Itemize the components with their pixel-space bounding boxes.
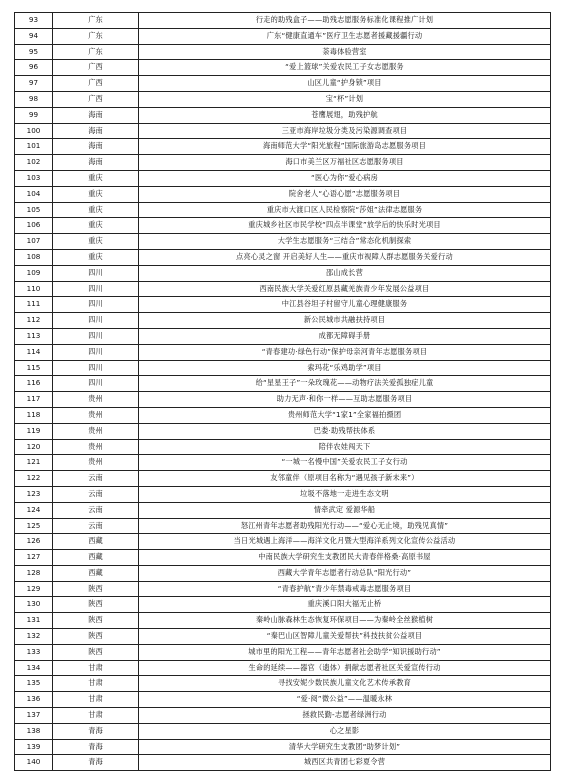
row-number: 112: [15, 313, 53, 329]
row-number: 126: [15, 534, 53, 550]
table-row: [15, 455, 551, 471]
table-row: [15, 360, 551, 376]
row-number: 122: [15, 471, 53, 487]
row-number: 117: [15, 392, 53, 408]
project-name-cell: “秦巴山区智障儿童关爱帮扶”科技扶贫公益项目: [139, 629, 551, 645]
project-name-cell: 苍鹰展翅，助残护航: [139, 107, 551, 123]
table-row: [15, 534, 551, 550]
province-cell: 青海: [53, 739, 139, 755]
province-cell: 贵州: [53, 439, 139, 455]
table-row: [15, 344, 551, 360]
table-row: [15, 28, 551, 44]
table-row: [15, 755, 551, 771]
row-number: 138: [15, 723, 53, 739]
project-name-cell: “爱·阅”微公益”——温暖永林: [139, 692, 551, 708]
province-cell: 贵州: [53, 392, 139, 408]
project-name-cell: 大学生志愿服务“三结合”常态化机制探索: [139, 234, 551, 250]
row-number: 107: [15, 234, 53, 250]
province-cell: 云南: [53, 486, 139, 502]
province-cell: 西藏: [53, 565, 139, 581]
row-number: 121: [15, 455, 53, 471]
table-row: [15, 44, 551, 60]
row-number: 95: [15, 44, 53, 60]
project-name-cell: 当日光城遇上海洋——海洋文化月暨大型海洋系列文化宣传公益活动: [139, 534, 551, 550]
province-cell: 海南: [53, 107, 139, 123]
table-row: [15, 328, 551, 344]
project-name-cell: 秦岭山脉森林生态恢复环保项目——为秦岭全丝猴植树: [139, 613, 551, 629]
table-row: [15, 186, 551, 202]
row-number: 134: [15, 660, 53, 676]
table-row: [15, 471, 551, 487]
row-number: 109: [15, 265, 53, 281]
row-number: 108: [15, 249, 53, 265]
province-cell: 广西: [53, 60, 139, 76]
project-name-cell: 西藏大学青年志愿者行动总队“阳光行动”: [139, 565, 551, 581]
table-row: [15, 313, 551, 329]
project-name-cell: 成都无障碍手册: [139, 328, 551, 344]
table-row: [15, 155, 551, 171]
province-cell: 广东: [53, 28, 139, 44]
table-row: [15, 502, 551, 518]
province-cell: 重庆: [53, 170, 139, 186]
province-cell: 广东: [53, 44, 139, 60]
row-number: 100: [15, 123, 53, 139]
province-cell: 重庆: [53, 218, 139, 234]
row-number: 129: [15, 581, 53, 597]
project-name-cell: 生命的延续——器官（遗体）捐献志愿者社区关爱宣传行动: [139, 660, 551, 676]
province-cell: 西藏: [53, 550, 139, 566]
project-name-cell: 三亚市海岸垃圾分类及污染源调查项目: [139, 123, 551, 139]
table-row: [15, 597, 551, 613]
province-cell: 陕西: [53, 644, 139, 660]
row-number: 123: [15, 486, 53, 502]
row-number: 93: [15, 13, 53, 29]
project-list-page: [14, 12, 550, 771]
table-row: [15, 297, 551, 313]
table-row: [15, 692, 551, 708]
table-row: [15, 218, 551, 234]
table-row: [15, 613, 551, 629]
province-cell: 海南: [53, 139, 139, 155]
province-cell: 陕西: [53, 629, 139, 645]
project-name-cell: 新公民城市共融扶持项目: [139, 313, 551, 329]
project-name-cell: 广东“健康直通车”医疗卫生志愿者援藏援疆行动: [139, 28, 551, 44]
province-cell: 陕西: [53, 597, 139, 613]
table-row: [15, 249, 551, 265]
row-number: 137: [15, 708, 53, 724]
province-cell: 陕西: [53, 613, 139, 629]
row-number: 119: [15, 423, 53, 439]
table-row: [15, 739, 551, 755]
province-cell: 云南: [53, 518, 139, 534]
row-number: 125: [15, 518, 53, 534]
row-number: 116: [15, 376, 53, 392]
project-name-cell: 邵山成长营: [139, 265, 551, 281]
row-number: 136: [15, 692, 53, 708]
table-row: [15, 708, 551, 724]
table-row: [15, 486, 551, 502]
project-name-cell: “一城一名慢中国”关爱农民工子女行动: [139, 455, 551, 471]
project-name-cell: 重庆溪口阳大福无止桥: [139, 597, 551, 613]
row-number: 111: [15, 297, 53, 313]
province-cell: 西藏: [53, 534, 139, 550]
table-row: [15, 423, 551, 439]
province-cell: 广东: [53, 13, 139, 29]
table-row: [15, 660, 551, 676]
province-cell: 贵州: [53, 407, 139, 423]
table-row: [15, 139, 551, 155]
project-name-cell: 重庆市大渡口区人民检察院“莎姐”法律志愿服务: [139, 202, 551, 218]
table-row: [15, 60, 551, 76]
row-number: 113: [15, 328, 53, 344]
project-name-cell: 心之星影: [139, 723, 551, 739]
project-name-cell: 给“星星王子”一朵玫瑰花——动物疗法关爱孤独症儿童: [139, 376, 551, 392]
project-name-cell: 怒江州青年志愿者助残阳光行动——“爱心无止境，助残见真情”: [139, 518, 551, 534]
row-number: 139: [15, 739, 53, 755]
table-row: [15, 439, 551, 455]
province-cell: 甘肃: [53, 676, 139, 692]
project-name-cell: 城市里的阳光工程——青年志愿者社会助学“知识援助行动”: [139, 644, 551, 660]
row-number: 102: [15, 155, 53, 171]
project-name-cell: 清华大学研究生支教团“助梦计划”: [139, 739, 551, 755]
project-name-cell: 拯救民勤-志愿者绿洲行动: [139, 708, 551, 724]
project-name-cell: 垃圾不落地一走进生态文明: [139, 486, 551, 502]
province-cell: 甘肃: [53, 660, 139, 676]
row-number: 96: [15, 60, 53, 76]
table-row: [15, 518, 551, 534]
project-table-body: [15, 13, 551, 771]
project-name-cell: 情牵武定 爱源华船: [139, 502, 551, 518]
row-number: 131: [15, 613, 53, 629]
project-name-cell: “爱上篮球”关爱农民工子女志愿服务: [139, 60, 551, 76]
province-cell: 甘肃: [53, 692, 139, 708]
province-cell: 海南: [53, 155, 139, 171]
project-name-cell: “医心为你”爱心病房: [139, 170, 551, 186]
province-cell: 青海: [53, 755, 139, 771]
table-row: [15, 265, 551, 281]
table-row: [15, 565, 551, 581]
province-cell: 甘肃: [53, 708, 139, 724]
table-row: [15, 13, 551, 29]
province-cell: 四川: [53, 328, 139, 344]
project-name-cell: 巴娄·助残帮扶体系: [139, 423, 551, 439]
row-number: 98: [15, 91, 53, 107]
province-cell: 重庆: [53, 249, 139, 265]
table-row: [15, 123, 551, 139]
table-row: [15, 550, 551, 566]
project-name-cell: “青春建功·绿色行动”保护母亲河青年志愿服务项目: [139, 344, 551, 360]
province-cell: 四川: [53, 313, 139, 329]
project-name-cell: 宝“杯”计划: [139, 91, 551, 107]
row-number: 104: [15, 186, 53, 202]
table-row: [15, 170, 551, 186]
table-row: [15, 76, 551, 92]
row-number: 127: [15, 550, 53, 566]
row-number: 97: [15, 76, 53, 92]
province-cell: 四川: [53, 344, 139, 360]
row-number: 120: [15, 439, 53, 455]
project-name-cell: 荼毒体验营室: [139, 44, 551, 60]
row-number: 130: [15, 597, 53, 613]
project-name-cell: 索玛花“乐鸡助学”项目: [139, 360, 551, 376]
table-row: [15, 407, 551, 423]
province-cell: 四川: [53, 360, 139, 376]
row-number: 140: [15, 755, 53, 771]
project-name-cell: 中江县谷坦子村留守儿童心理健康服务: [139, 297, 551, 313]
project-name-cell: 中南民族大学研究生支教团民大青春伴格桑·高原书屋: [139, 550, 551, 566]
row-number: 110: [15, 281, 53, 297]
row-number: 105: [15, 202, 53, 218]
province-cell: 青海: [53, 723, 139, 739]
project-name-cell: 山区儿童“护身锁”项目: [139, 76, 551, 92]
project-name-cell: 点亮心灵之窗 开启美好人生——重庆市视障人群志愿服务关爱行动: [139, 249, 551, 265]
province-cell: 四川: [53, 281, 139, 297]
project-name-cell: 行走的助残盒子——助残志愿服务标准化课程推广计划: [139, 13, 551, 29]
table-row: [15, 202, 551, 218]
table-row: [15, 581, 551, 597]
province-cell: 四川: [53, 265, 139, 281]
project-table: [14, 12, 551, 771]
project-name-cell: 西南民族大学关爱红原县藏羌族青少年发展公益项目: [139, 281, 551, 297]
province-cell: 重庆: [53, 186, 139, 202]
province-cell: 广西: [53, 91, 139, 107]
province-cell: 贵州: [53, 423, 139, 439]
row-number: 106: [15, 218, 53, 234]
row-number: 94: [15, 28, 53, 44]
province-cell: 重庆: [53, 202, 139, 218]
province-cell: 广西: [53, 76, 139, 92]
table-row: [15, 376, 551, 392]
project-name-cell: 寻找安妮少数民族儿童文化艺术传承教育: [139, 676, 551, 692]
row-number: 135: [15, 676, 53, 692]
row-number: 115: [15, 360, 53, 376]
table-row: [15, 392, 551, 408]
row-number: 124: [15, 502, 53, 518]
project-name-cell: 院舍老人“心语心愿”志愿服务项目: [139, 186, 551, 202]
table-row: [15, 91, 551, 107]
row-number: 133: [15, 644, 53, 660]
table-row: [15, 107, 551, 123]
row-number: 132: [15, 629, 53, 645]
table-row: [15, 234, 551, 250]
table-row: [15, 281, 551, 297]
row-number: 128: [15, 565, 53, 581]
province-cell: 海南: [53, 123, 139, 139]
project-name-cell: 陪伴农娃闯天下: [139, 439, 551, 455]
row-number: 101: [15, 139, 53, 155]
province-cell: 云南: [53, 502, 139, 518]
row-number: 103: [15, 170, 53, 186]
table-row: [15, 676, 551, 692]
province-cell: 贵州: [53, 455, 139, 471]
province-cell: 四川: [53, 297, 139, 313]
project-name-cell: 助力无声·和你一样——互助志愿服务项目: [139, 392, 551, 408]
province-cell: 云南: [53, 471, 139, 487]
project-name-cell: 海口市美兰区万福社区志愿服务项目: [139, 155, 551, 171]
province-cell: 四川: [53, 376, 139, 392]
project-name-cell: 城西区共青团七彩夏令营: [139, 755, 551, 771]
province-cell: 重庆: [53, 234, 139, 250]
table-row: [15, 644, 551, 660]
project-name-cell: 海南师范大学“阳光旅程”国际旅游岛志愿服务项目: [139, 139, 551, 155]
project-name-cell: 友邻童伴（原项目名称为“遇见孩子新未来”）: [139, 471, 551, 487]
project-name-cell: 重庆城乡社区市民学校“四点半课堂”放学后的快乐时光项目: [139, 218, 551, 234]
province-cell: 陕西: [53, 581, 139, 597]
row-number: 118: [15, 407, 53, 423]
table-row: [15, 629, 551, 645]
table-row: [15, 723, 551, 739]
row-number: 99: [15, 107, 53, 123]
project-name-cell: “青春护航”青少年禁毒戒毒志愿服务项目: [139, 581, 551, 597]
project-name-cell: 贵州师范大学“1家1”全家福拍摄团: [139, 407, 551, 423]
row-number: 114: [15, 344, 53, 360]
